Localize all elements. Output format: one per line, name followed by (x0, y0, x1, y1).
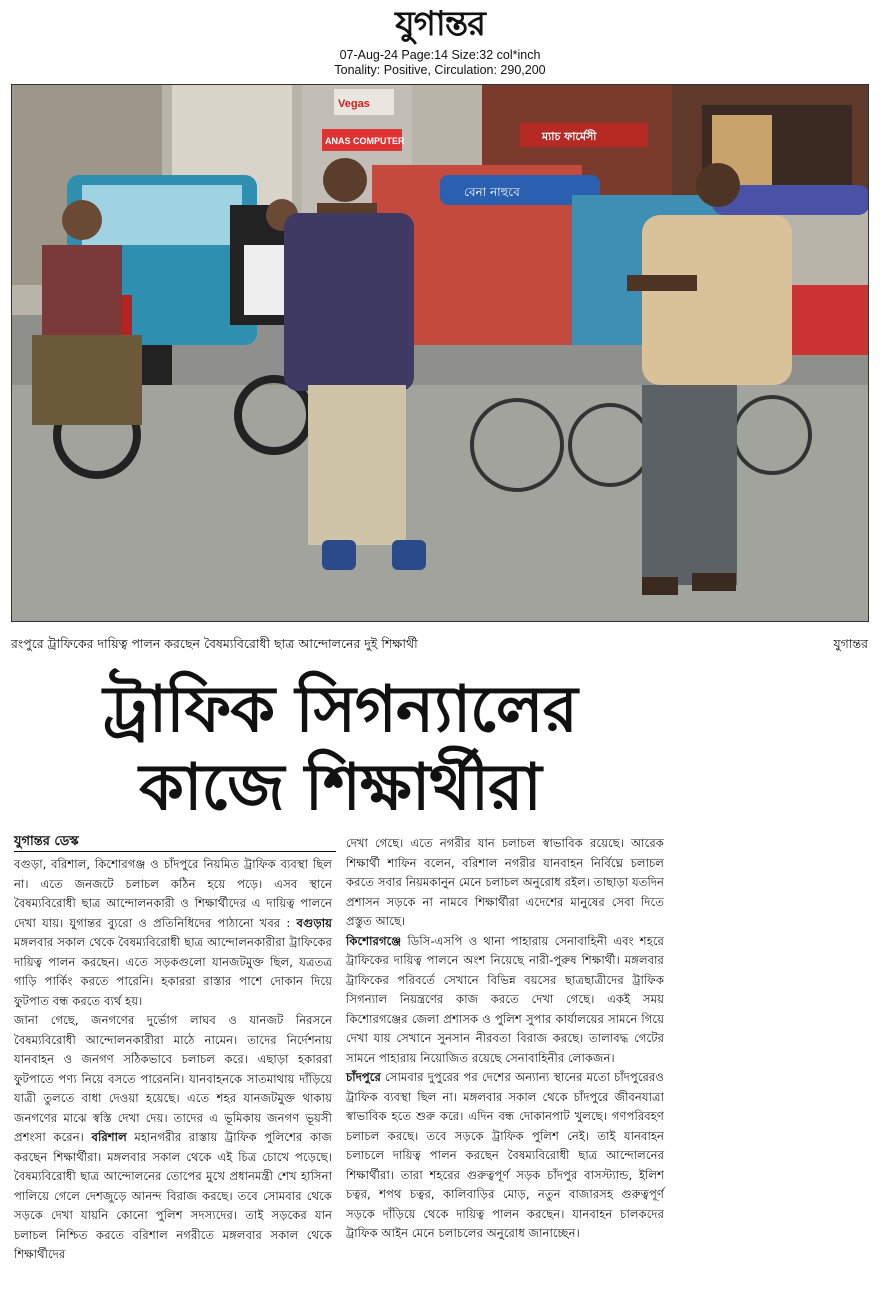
dateline-place: বগুড়ায় (296, 915, 332, 930)
paragraph-text: জানা গেছে, জনগণের দুর্ভোগ লাঘব ও যানজট নিরসনে বৈষম্যবিরোধী আন্দোলনকারীরা মাঠে নামেন। তাদের নির্দেশনায় যানবাহন ও জনগণ সঠিকভাবে চলাচল করে। এছাড়া হকাররা ফুটপাতে পণ্য নিয়ে বসতে পারেননি। যানবাহনকে সাতমাথায় দাঁড়িয়ে যাত্রী তুলতে বাধা দেওয়া হয়েছে। এতে শহর যানজটমুক্ত থাকায় জনগণের মাঝে স্বস্তি দেখা দেয়। তাদের এ ভূমিকায় জনগণ ভূয়সী প্রশংসা করেন। (14, 1013, 332, 1144)
headline-line-1: ট্রাফিক সিগন্যালের (103, 673, 577, 747)
paragraph-text: ডিসি-এসপি ও থানা পাহারায় সেনাবাহিনী এবং শহরে ট্রাফিকের দায়িত্ব পালনে অংশ নিয়েছে নারী-পুরুষ শিক্ষার্থী। মঙ্গলবার ট্রাফিকের পরিবর্তে সেখানে বিভিন্ন বয়সের ছাত্রছাত্রীদের ট্রাফিক সিগন্যাল নিয়ন্ত্রণের কাজ করতে দেখা গেছে। একই সময় কিশোরগঞ্জের জেলা প্রশাসক ও পুলিশ সুপার কার্যালয়ের সামনে গিয়ে দেখা যায় সেখানে সুনসান নীরবতা বিরাজ করছে। তালাবদ্ধ গেটের সামনে পাহারায় নিয়োজিত রয়েছে সেনাবাহিনীর লোকজন। (346, 933, 664, 1065)
dateline-place: কিশোরগঞ্জে (346, 933, 402, 948)
paragraph-text: মঙ্গলবার সকাল থেকে বৈষম্যবিরোধী ছাত্র আন্দোলনকারীরা ট্রাফিকের দায়িত্ব পালন করছেন। এতে সড়কগুলো যানজটমুক্ত ছিল, যত্রতত্র গাড়ি পার্কিং করতে পারেনি। হকাররা রাস্তার পাশে দোকান দিয়ে ফুটপাত বন্ধ করতে ব্যর্থ হয়। (14, 935, 332, 1008)
sign-anas: ANAS COMPUTER (325, 136, 405, 146)
dateline-place: বরিশাল (91, 1130, 127, 1144)
sign-pharmacy: ম্যাচ ফার্মেসী (542, 130, 597, 143)
photo-credit: যুগান্তর (833, 636, 868, 651)
street-scene-illustration (12, 85, 869, 622)
byline: যুগান্তর ডেস্ক (14, 834, 79, 849)
paragraph-text: সোমবার দুপুরের পর দেশের অন্যান্য স্থানের মতো চাঁদপুরেরও ট্রাফিক ব্যবস্থা ছিল না। মঙ্গলবার সকাল থেকে চাঁদপুরে জীবনযাত্রা স্বাভাবিক হতে শুরু করে। এদিন বন্ধ দোকানপাট খুলছে। গণপরিবহণ চলাচল করছে। তবে সড়কে ট্রাফিক পুলিশ নেই। তাই যানবাহন চলাচলে দায়িত্ব পালন করছেন বৈষম্যবিরোধী ছাত্র আন্দোলনের শিক্ষার্থীরা। তারা শহরের গুরুত্বপূর্ণ সড়ক চাঁদপুর বাসস্ট্যান্ড, ইলিশ চত্বর, শপথ চত্বর, কালিবাড়ির মোড়, নতুন বাজারসহ গুরুত্বপূর্ণ সড়কে দাঁড়িয়ে থেকে দায়িত্ব পালন করছেন। যানবাহন চালকদের ট্রাফিক আইন মেনে চলাচলের অনুরোধ জানাচ্ছেন। (346, 1070, 665, 1240)
sign-rickshaw: বেনা নাহুবে (464, 185, 520, 199)
newspaper-logo: যুগান্তর (395, 4, 485, 44)
article-column-1 (14, 855, 332, 1265)
photo-caption: রংপুরে ট্রাফিকের দায়িত্ব পালন করছেন বৈষম্যবিরোধী ছাত্র আন্দোলনের দুই শিক্ষার্থী (11, 636, 418, 651)
clipping-meta-date: 07-Aug-24 Page:14 Size:32 col*inch (339, 48, 541, 62)
byline-divider (14, 851, 336, 852)
article-paragraph (14, 1011, 332, 1265)
headline-line-2: কাজে শিক্ষার্থীরা (139, 751, 541, 825)
clipping-meta-tonality: Tonality: Positive, Circulation: 290,200 (334, 63, 546, 77)
paragraph-text: দেখা গেছে। এতে নগরীর যান চলাচল স্বাভাবিক রয়েছে। আরেক শিক্ষার্থী শাফিন বলেন, বরিশাল নগরীর যানবাহন নির্বিঘ্নে চলাচল করতে সবার নিয়মকানুন মেনে চলাচল অনুরোধ রইল। তাছাড়া যতদিন প্রশাসন সড়কে না নামবে শিক্ষার্থীরা এদেশের মানুষের সেবা দিতে প্রস্তুত আছে। (346, 836, 664, 928)
article-column-2 (346, 834, 664, 1244)
article-paragraph (346, 834, 664, 932)
news-photo (11, 84, 869, 622)
dateline-place: চাঁদপুরে (346, 1070, 381, 1084)
sign-vegas: Vegas (338, 98, 370, 110)
paragraph-text: বগুড়া, বরিশাল, কিশোরগঞ্জ ও চাঁদপুরে নিয়মিত ট্রাফিক ব্যবস্থা ছিল না। এতে জনজটে চলাচল কঠিন হয়ে পড়ে। এসব স্থানে বৈষম্যবিরোধী ছাত্র আন্দোলনকারী ও শিক্ষার্থীদের এ দায়িত্ব পালনে দেখা যায়। যুগান্তর ব্যুরো ও প্রতিনিধিদের পাঠানো খবর : (14, 857, 332, 930)
article-paragraph (14, 855, 332, 1011)
article-paragraph (346, 1068, 664, 1244)
paragraph-text: মহানগরীর রাস্তায় ট্রাফিক পুলিশের কাজ করছেন শিক্ষার্থীরা। মঙ্গলবার সকাল থেকে এই চিত্র চোখে পড়েছে। বৈষম্যবিরোধী ছাত্র আন্দোলনের তোপের মুখে প্রধানমন্ত্রী শেখ হাসিনা পালিয়ে গেলে দেশজুড়ে আনন্দ বিরাজ করছে। তবে সোমবার থেকে সড়কে দেখা যায়নি কোনো পুলিশ সদস্যদের। তাই সড়কের যান চলাচল নিশ্চিত করতে বরিশাল নগরীতে মঙ্গলবার সকাল থেকে শিক্ষার্থীদের (14, 1130, 333, 1261)
article-paragraph (346, 932, 664, 1069)
masthead (0, 0, 880, 82)
